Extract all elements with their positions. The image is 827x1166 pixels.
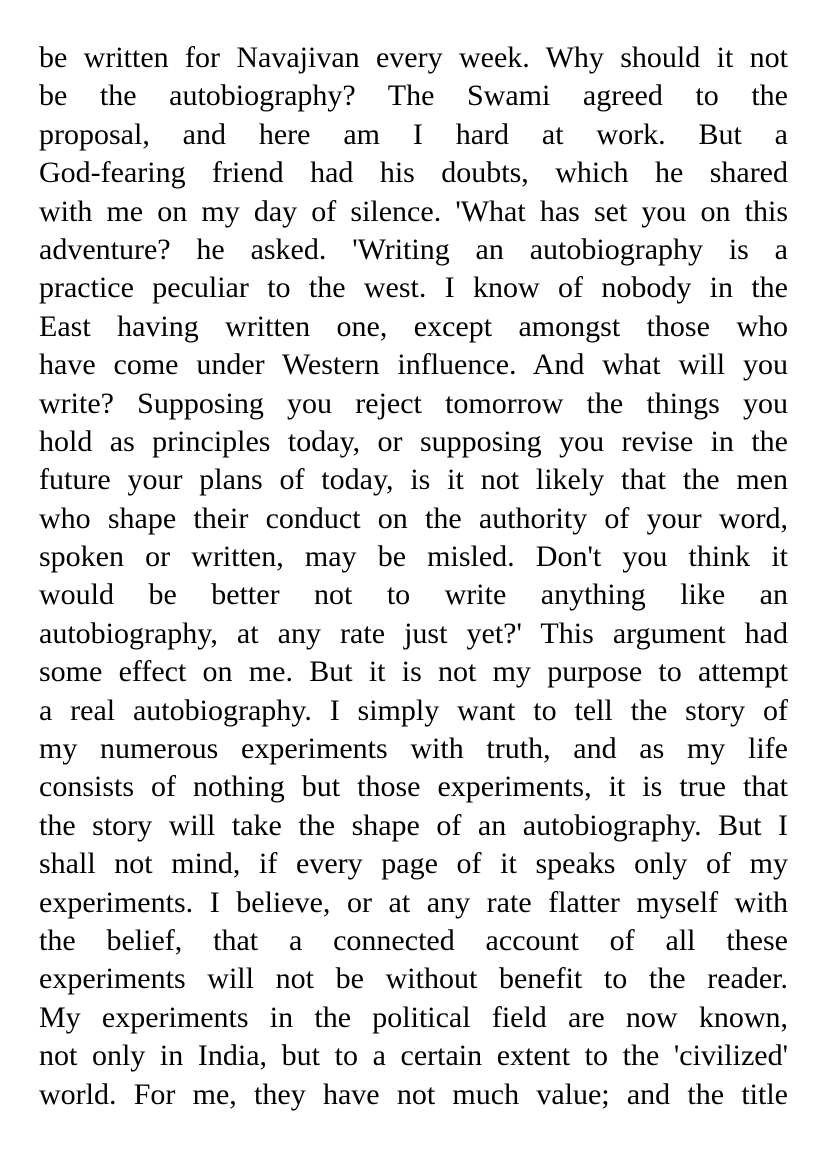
text-line: autobiography, at any rate just yet?' This argument had xyxy=(39,616,788,650)
text-line: proposal, and here am I hard at work. But a xyxy=(39,117,788,151)
text-line: the belief, that a connected account of all these xyxy=(39,923,788,957)
text-line: world. For me, they have not much value; and the title xyxy=(39,1077,788,1111)
text-line: experiments will not be without benefit to the reader. xyxy=(39,962,788,996)
text-line: experiments. I believe, or at any rate flatter myself with xyxy=(39,885,788,919)
text-line: My experiments in the political field are now known, xyxy=(39,1000,788,1034)
text-line: God-fearing friend had his doubts, which he shared xyxy=(39,156,788,190)
text-line: shall not mind, if every page of it speaks only of my xyxy=(39,847,788,881)
text-line: write? Supposing you reject tomorrow the things you xyxy=(39,386,788,420)
text-line: with me on my day of silence. 'What has set you on this xyxy=(39,194,788,228)
text-line: future your plans of today, is it not likely that the men xyxy=(39,463,788,497)
text-line: be written for Navajivan every week. Why should it not xyxy=(39,41,788,74)
text-line: hold as principles today, or supposing you revise in the xyxy=(39,424,788,458)
text-line: East having written one, except amongst those who xyxy=(39,309,788,343)
text-line: spoken or written, may be misled. Don't you think it xyxy=(39,540,788,574)
text-line: a real autobiography. I simply want to tell the story of xyxy=(39,693,788,727)
text-line: the story will take the shape of an autobiography. But I xyxy=(39,808,788,842)
text-line: my numerous experiments with truth, and as my life xyxy=(39,732,788,766)
body-text xyxy=(39,39,788,1114)
text-line: have come under Western influence. And what will you xyxy=(39,348,788,382)
text-line: some effect on me. But it is not my purpose to attempt xyxy=(39,655,788,689)
text-line: not only in India, but to a certain extent to the 'civilized' xyxy=(39,1039,788,1073)
text-line: be the autobiography? The Swami agreed to the xyxy=(39,79,788,113)
text-line: who shape their conduct on the authority of your word, xyxy=(39,501,788,535)
text-line: adventure? he asked. 'Writing an autobiography is a xyxy=(39,232,788,266)
text-line: would be better not to write anything like an xyxy=(39,578,788,612)
text-line: consists of nothing but those experiments, it is true that xyxy=(39,770,788,804)
text-line: practice peculiar to the west. I know of nobody in the xyxy=(39,271,788,305)
